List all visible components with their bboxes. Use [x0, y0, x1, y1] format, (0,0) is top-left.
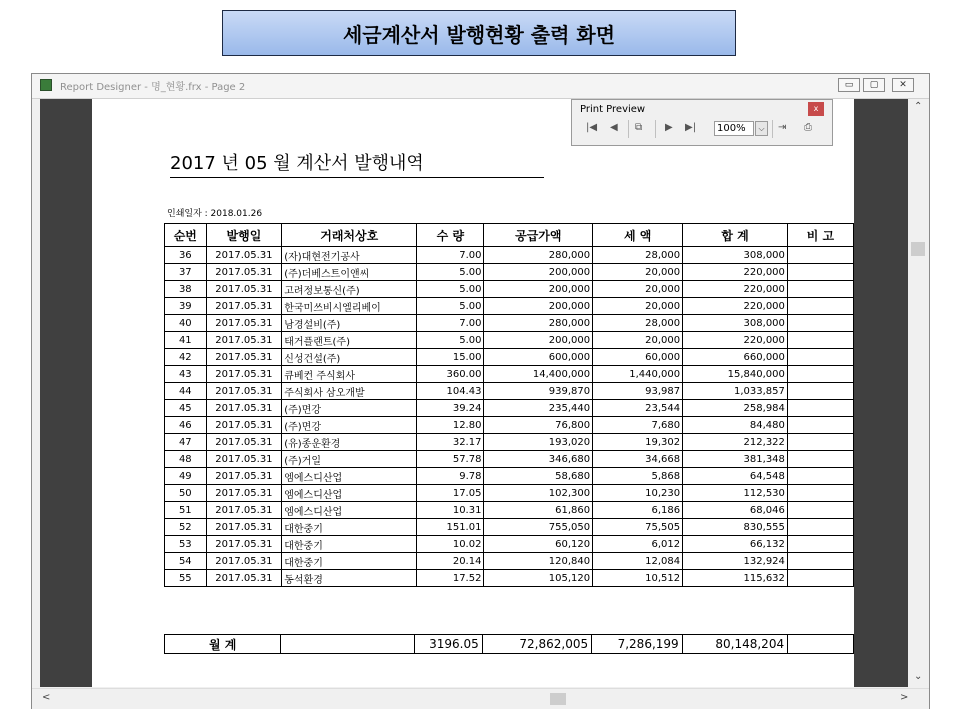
- table-row: [165, 553, 854, 570]
- total-supply: 72,862,005: [482, 635, 591, 654]
- company-name: 한국미쓰비시엘리베이: [282, 298, 417, 315]
- row-number: 48: [165, 451, 207, 468]
- issue-date: 2017.05.31: [206, 264, 282, 281]
- total-amount: 132,924: [683, 553, 788, 570]
- issue-date: 2017.05.31: [206, 400, 282, 417]
- table-row: [165, 400, 854, 417]
- tax-amount: 23,544: [593, 400, 683, 417]
- issue-date: 2017.05.31: [206, 247, 282, 264]
- horizontal-scroll-thumb[interactable]: [550, 693, 566, 705]
- row-number: 51: [165, 502, 207, 519]
- table-row: [165, 519, 854, 536]
- scroll-left-icon[interactable]: <: [42, 692, 51, 703]
- tax-amount: 6,186: [593, 502, 683, 519]
- note: [787, 502, 853, 519]
- tax-amount: 10,512: [593, 570, 683, 587]
- total-label: 월 계: [165, 635, 281, 654]
- supply-amount: 76,800: [484, 417, 593, 434]
- next-page-button[interactable]: ▶: [665, 122, 673, 133]
- total-amount: 308,000: [683, 247, 788, 264]
- scroll-down-icon[interactable]: ⌄: [914, 671, 923, 682]
- report-designer-window: [31, 73, 930, 709]
- table-row: [165, 366, 854, 383]
- quantity: 20.14: [417, 553, 484, 570]
- note: [787, 264, 853, 281]
- quantity: 104.43: [417, 383, 484, 400]
- table-row: [165, 247, 854, 264]
- quantity: 360.00: [417, 366, 484, 383]
- banner-title: 세금계산서 발행현황 출력 화면: [222, 10, 736, 56]
- total-note: [788, 635, 854, 654]
- table-row: [165, 383, 854, 400]
- table-row: [165, 332, 854, 349]
- issue-date: 2017.05.31: [206, 451, 282, 468]
- note: [787, 383, 853, 400]
- tax-amount: 34,668: [593, 451, 683, 468]
- tax-amount: 75,505: [593, 519, 683, 536]
- print-preview-close-button[interactable]: x: [808, 102, 824, 116]
- tax-amount: 60,000: [593, 349, 683, 366]
- company-name: 엠에스디산업: [282, 485, 417, 502]
- quantity: 57.78: [417, 451, 484, 468]
- supply-amount: 200,000: [484, 332, 593, 349]
- issue-date: 2017.05.31: [206, 315, 282, 332]
- table-row: [165, 315, 854, 332]
- supply-amount: 61,860: [484, 502, 593, 519]
- scroll-up-icon[interactable]: ⌃: [914, 101, 923, 112]
- close-button[interactable]: ✕: [892, 78, 914, 92]
- quantity: 12.80: [417, 417, 484, 434]
- total-amount: 84,480: [683, 417, 788, 434]
- supply-amount: 120,840: [484, 553, 593, 570]
- report-page: [92, 99, 854, 687]
- row-number: 41: [165, 332, 207, 349]
- row-number: 55: [165, 570, 207, 587]
- company-name: 동석환경: [282, 570, 417, 587]
- note: [787, 536, 853, 553]
- note: [787, 400, 853, 417]
- total-row: [165, 635, 854, 654]
- tax-amount: 20,000: [593, 332, 683, 349]
- company-name: (주)거일: [282, 451, 417, 468]
- tax-amount: 12,084: [593, 553, 683, 570]
- row-number: 53: [165, 536, 207, 553]
- total-amount: 220,000: [683, 332, 788, 349]
- issue-date: 2017.05.31: [206, 502, 282, 519]
- table-row: [165, 417, 854, 434]
- row-number: 38: [165, 281, 207, 298]
- supply-amount: 193,020: [484, 434, 593, 451]
- exit-preview-button[interactable]: ⇥: [778, 122, 787, 133]
- row-number: 36: [165, 247, 207, 264]
- multi-page-button[interactable]: ⧉: [635, 122, 643, 133]
- company-name: 큐베컨 주식회사: [282, 366, 417, 383]
- note: [787, 332, 853, 349]
- row-number: 37: [165, 264, 207, 281]
- supply-amount: 280,000: [484, 315, 593, 332]
- quantity: 32.17: [417, 434, 484, 451]
- total-amount: 15,840,000: [683, 366, 788, 383]
- note: [787, 281, 853, 298]
- total-amount: 830,555: [683, 519, 788, 536]
- horizontal-scrollbar[interactable]: [32, 688, 929, 709]
- vertical-scroll-thumb[interactable]: [911, 242, 925, 256]
- note: [787, 417, 853, 434]
- column-header: 거래처상호: [282, 224, 417, 247]
- total-amount: 660,000: [683, 349, 788, 366]
- table-row: [165, 570, 854, 587]
- zoom-dropdown-icon[interactable]: ⌵: [755, 121, 768, 136]
- total-amount: 258,984: [683, 400, 788, 417]
- row-number: 46: [165, 417, 207, 434]
- quantity: 7.00: [417, 247, 484, 264]
- toolbar-separator: [628, 120, 629, 138]
- issue-date: 2017.05.31: [206, 298, 282, 315]
- tax-amount: 20,000: [593, 281, 683, 298]
- note: [787, 247, 853, 264]
- note: [787, 451, 853, 468]
- supply-amount: 200,000: [484, 298, 593, 315]
- company-name: 대한중기: [282, 536, 417, 553]
- title-underline: [170, 177, 544, 178]
- report-title: 2017 년 05 월 계산서 발행내역: [170, 153, 424, 174]
- company-name: 고려정보통신(주): [282, 281, 417, 298]
- total-amount: 1,033,857: [683, 383, 788, 400]
- column-header: 세 액: [593, 224, 683, 247]
- note: [787, 485, 853, 502]
- issue-date: 2017.05.31: [206, 434, 282, 451]
- supply-amount: 235,440: [484, 400, 593, 417]
- column-header: 비 고: [787, 224, 853, 247]
- quantity: 9.78: [417, 468, 484, 485]
- quantity: 5.00: [417, 281, 484, 298]
- supply-amount: 200,000: [484, 281, 593, 298]
- table-row: [165, 468, 854, 485]
- table-row: [165, 349, 854, 366]
- note: [787, 349, 853, 366]
- prev-page-button[interactable]: ◀: [610, 122, 618, 133]
- last-page-button[interactable]: ▶|: [685, 122, 697, 133]
- supply-amount: 200,000: [484, 264, 593, 281]
- company-name: 대한중기: [282, 553, 417, 570]
- note: [787, 366, 853, 383]
- print-preview-toolbar[interactable]: [571, 99, 833, 146]
- supply-amount: 14,400,000: [484, 366, 593, 383]
- quantity: 5.00: [417, 298, 484, 315]
- note: [787, 519, 853, 536]
- issue-date: 2017.05.31: [206, 383, 282, 400]
- tax-amount: 1,440,000: [593, 366, 683, 383]
- quantity: 17.52: [417, 570, 484, 587]
- supply-amount: 105,120: [484, 570, 593, 587]
- column-header: 수 량: [417, 224, 484, 247]
- issue-date: 2017.05.31: [206, 332, 282, 349]
- column-header: 순번: [165, 224, 207, 247]
- total-tax: 7,286,199: [592, 635, 683, 654]
- company-name: 엠에스디산업: [282, 468, 417, 485]
- row-number: 54: [165, 553, 207, 570]
- column-header: 발행일: [206, 224, 282, 247]
- row-number: 42: [165, 349, 207, 366]
- total-amount: 220,000: [683, 264, 788, 281]
- row-number: 44: [165, 383, 207, 400]
- print-button[interactable]: ⎙: [804, 122, 812, 133]
- row-number: 40: [165, 315, 207, 332]
- total-empty-cell: [281, 635, 415, 654]
- supply-amount: 939,870: [484, 383, 593, 400]
- note: [787, 298, 853, 315]
- issue-date: 2017.05.31: [206, 485, 282, 502]
- quantity: 39.24: [417, 400, 484, 417]
- company-name: 대한중기: [282, 519, 417, 536]
- total-amount: 64,548: [683, 468, 788, 485]
- issue-date: 2017.05.31: [206, 519, 282, 536]
- company-name: (주)면강: [282, 417, 417, 434]
- preview-canvas: [40, 99, 908, 687]
- total-amount: 212,322: [683, 434, 788, 451]
- tax-amount: 10,230: [593, 485, 683, 502]
- column-header: 공급가액: [484, 224, 593, 247]
- total-amount: 68,046: [683, 502, 788, 519]
- note: [787, 468, 853, 485]
- total-sum: 80,148,204: [682, 635, 787, 654]
- quantity: 5.00: [417, 264, 484, 281]
- tax-amount: 19,302: [593, 434, 683, 451]
- total-quantity: 3196.05: [414, 635, 482, 654]
- scroll-right-icon[interactable]: >: [900, 692, 909, 703]
- supply-amount: 346,680: [484, 451, 593, 468]
- company-name: (주)면강: [282, 400, 417, 417]
- quantity: 7.00: [417, 315, 484, 332]
- table-row: [165, 536, 854, 553]
- tax-amount: 28,000: [593, 315, 683, 332]
- quantity: 5.00: [417, 332, 484, 349]
- table-row: [165, 451, 854, 468]
- column-header: 합 계: [683, 224, 788, 247]
- total-amount: 112,530: [683, 485, 788, 502]
- issue-date: 2017.05.31: [206, 281, 282, 298]
- company-name: (유)종운환경: [282, 434, 417, 451]
- supply-amount: 102,300: [484, 485, 593, 502]
- row-number: 50: [165, 485, 207, 502]
- company-name: (자)대현전기공사: [282, 247, 417, 264]
- total-amount: 66,132: [683, 536, 788, 553]
- table-row: [165, 264, 854, 281]
- row-number: 49: [165, 468, 207, 485]
- table-header: [165, 224, 854, 247]
- company-name: 태거플랜트(주): [282, 332, 417, 349]
- zoom-select[interactable]: 100%: [714, 121, 754, 136]
- supply-amount: 755,050: [484, 519, 593, 536]
- monthly-total-table: [164, 634, 854, 654]
- toolbar-separator: [655, 120, 656, 138]
- tax-amount: 5,868: [593, 468, 683, 485]
- quantity: 10.02: [417, 536, 484, 553]
- quantity: 10.31: [417, 502, 484, 519]
- issue-date: 2017.05.31: [206, 349, 282, 366]
- note: [787, 553, 853, 570]
- table-row: [165, 485, 854, 502]
- note: [787, 315, 853, 332]
- table-row: [165, 434, 854, 451]
- note: [787, 434, 853, 451]
- company-name: 엠에스디산업: [282, 502, 417, 519]
- issue-date: 2017.05.31: [206, 536, 282, 553]
- row-number: 45: [165, 400, 207, 417]
- tax-amount: 20,000: [593, 298, 683, 315]
- table-row: [165, 281, 854, 298]
- total-amount: 115,632: [683, 570, 788, 587]
- quantity: 15.00: [417, 349, 484, 366]
- tax-amount: 93,987: [593, 383, 683, 400]
- quantity: 17.05: [417, 485, 484, 502]
- minimize-button[interactable]: ▭: [838, 78, 860, 92]
- tax-amount: 7,680: [593, 417, 683, 434]
- note: [787, 570, 853, 587]
- company-name: (주)더베스트이앤씨: [282, 264, 417, 281]
- supply-amount: 58,680: [484, 468, 593, 485]
- issue-date: 2017.05.31: [206, 468, 282, 485]
- invoice-table: [164, 223, 854, 587]
- total-amount: 308,000: [683, 315, 788, 332]
- tax-amount: 28,000: [593, 247, 683, 264]
- title-bar[interactable]: [32, 74, 929, 99]
- company-name: 신성건설(주): [282, 349, 417, 366]
- row-number: 43: [165, 366, 207, 383]
- row-number: 47: [165, 434, 207, 451]
- issue-date: 2017.05.31: [206, 417, 282, 434]
- print-date: 인쇄일자 : 2018.01.26: [167, 209, 263, 219]
- toolbar-separator: [772, 120, 773, 138]
- supply-amount: 600,000: [484, 349, 593, 366]
- supply-amount: 280,000: [484, 247, 593, 264]
- company-name: 주식회사 삼오개발: [282, 383, 417, 400]
- table-row: [165, 502, 854, 519]
- print-preview-title: Print Preview: [580, 104, 646, 115]
- issue-date: 2017.05.31: [206, 570, 282, 587]
- row-number: 52: [165, 519, 207, 536]
- supply-amount: 60,120: [484, 536, 593, 553]
- row-number: 39: [165, 298, 207, 315]
- first-page-button[interactable]: |◀: [586, 122, 598, 133]
- company-name: 남경설비(주): [282, 315, 417, 332]
- tax-amount: 6,012: [593, 536, 683, 553]
- total-amount: 220,000: [683, 281, 788, 298]
- issue-date: 2017.05.31: [206, 366, 282, 383]
- tax-amount: 20,000: [593, 264, 683, 281]
- app-icon: [40, 79, 52, 91]
- table-row: [165, 298, 854, 315]
- maximize-button[interactable]: ▢: [863, 78, 885, 92]
- quantity: 151.01: [417, 519, 484, 536]
- vertical-scrollbar[interactable]: [909, 99, 928, 687]
- window-title: Report Designer - 명_현황.frx - Page 2: [60, 82, 246, 93]
- total-amount: 220,000: [683, 298, 788, 315]
- total-amount: 381,348: [683, 451, 788, 468]
- issue-date: 2017.05.31: [206, 553, 282, 570]
